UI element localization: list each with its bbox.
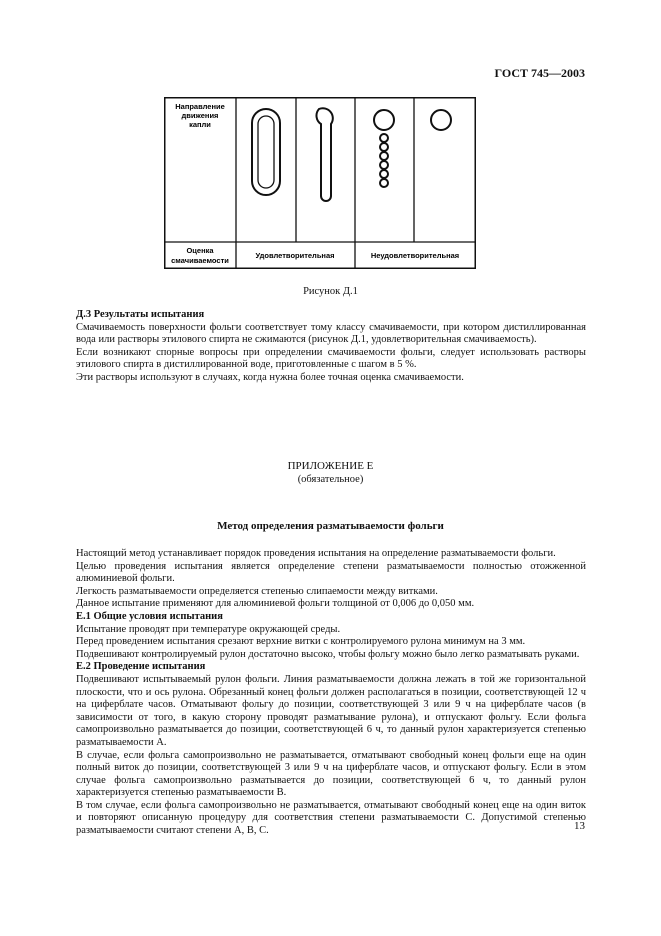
elongated-drop-shape	[252, 109, 280, 195]
document-code-header: ГОСТ 745—2003	[494, 66, 585, 80]
section-e2-paragraph-1: Подвешивают испытываемый рулон фольги. Линия разматываемости должна лежать в той же горизонтальной плоскости, что и ось рулона. Обрезанный конец фольги должен располагаться в позиции, соответствующей 12 ч на циферблате часов. Отматывают фольгу до позиции, соответствующей 3 или 9 ч на циферблате часов (в зависимости от того, в какую сторону проводят разматывание рулона), и отпускают фольгу. Если фольга самопроизвольно разматывается до позиции, соответствующей 6 ч, то данный рулон характеризуется степенью разматываемости А.	[76, 673, 586, 748]
appendix-header	[0, 459, 661, 487]
direction-label-line-1: Направление	[175, 102, 225, 111]
appendix-title: ПРИЛОЖЕНИЕ Е	[287, 460, 374, 472]
appendix-body	[76, 548, 586, 838]
section-d3	[76, 309, 586, 385]
section-d3-heading: Д.3 Результаты испытания	[76, 309, 205, 320]
section-e1-paragraph-2: Перед проведением испытания срезают верхние витки с контролируемого рулона минимум на 3 мм.	[76, 636, 526, 648]
rating-label-line-1: Оценка	[186, 246, 214, 255]
method-title: Метод определения разматываемости фольги	[217, 520, 444, 532]
section-e1-paragraph-3: Подвешивают контролируемый рулон достаточно высоко, чтобы фольгу можно было легко разматывать руками.	[76, 648, 580, 660]
section-d3-paragraph-2: Если возникают спорные вопросы при определении смачиваемости фольги, следует использовать растворы этилового спирта в дистиллированной воде, приготовленные с шагом в 5 %.	[76, 346, 586, 371]
single-round-drop-shape	[431, 110, 451, 130]
body-paragraph-1: Настоящий метод устанавливает порядок проведения испытания на определение разматываемости фольги.	[76, 548, 556, 559]
unsatisfactory-label: Неудовлетворительная	[370, 251, 460, 260]
beaded-drops-shape	[374, 110, 394, 187]
figure-caption: Рисунок Д.1	[303, 286, 358, 297]
section-d3-paragraph-1: Смачиваемость поверхности фольги соответствует тому классу смачиваемости, при котором дистиллированная вода или растворы этилового спирта не сжимаются (рисунок Д.1, удовлетворительная смачиваемость).	[76, 321, 586, 346]
body-paragraph-4: Данное испытание применяют для алюминиевой фольги толщиной от 0,006 до 0,050 мм.	[76, 598, 475, 610]
section-e2-paragraph-2: В случае, если фольга самопроизвольно не разматывается, отматывают свободный конец фольги еще на один полный виток до позиции, соответствующей 3 или 9 ч на циферблате часов, и отпускают фольгу. Если в этом случае фольга самопроизвольно разматывается до позиции, соответствующей 6 ч, то данный рулон характеризуется степенью разматываемости В.	[76, 749, 586, 799]
direction-label-line-2: движения	[181, 111, 219, 120]
keyhole-drop-shape	[316, 108, 332, 201]
wettability-figure	[164, 97, 476, 269]
page-number: 13	[574, 820, 585, 832]
section-e2-paragraph-3: В том случае, если фольга самопроизвольно не разматывается, отматывают свободный конец еще на один виток и повторяют описанную процедуру для соответствия степени разматываемости С. Допустимой степенью разматываемости считают степени А, В, С.	[76, 799, 586, 837]
section-e1-heading: Е.1 Общие условия испытания	[76, 610, 223, 622]
appendix-status: (обязательное)	[297, 474, 364, 485]
section-e1-paragraph-1: Испытание проводят при температуре окружающей среды.	[76, 623, 341, 635]
rating-label-line-2: смачиваемости	[171, 256, 229, 265]
section-d3-paragraph-3: Эти растворы используют в случаях, когда нужна более точная оценка смачиваемости.	[76, 371, 464, 383]
direction-label-line-3: капли	[189, 120, 211, 129]
body-paragraph-3: Легкость разматываемости определяется степенью слипаемости между витками.	[76, 585, 438, 597]
section-e2-heading: Е.2 Проведение испытания	[76, 661, 206, 673]
body-paragraph-2: Целью проведения испытания является определение степени разматываемости полностью отожженной алюминиевой фольги.	[76, 560, 586, 585]
satisfactory-label: Удовлетворительная	[255, 251, 335, 260]
